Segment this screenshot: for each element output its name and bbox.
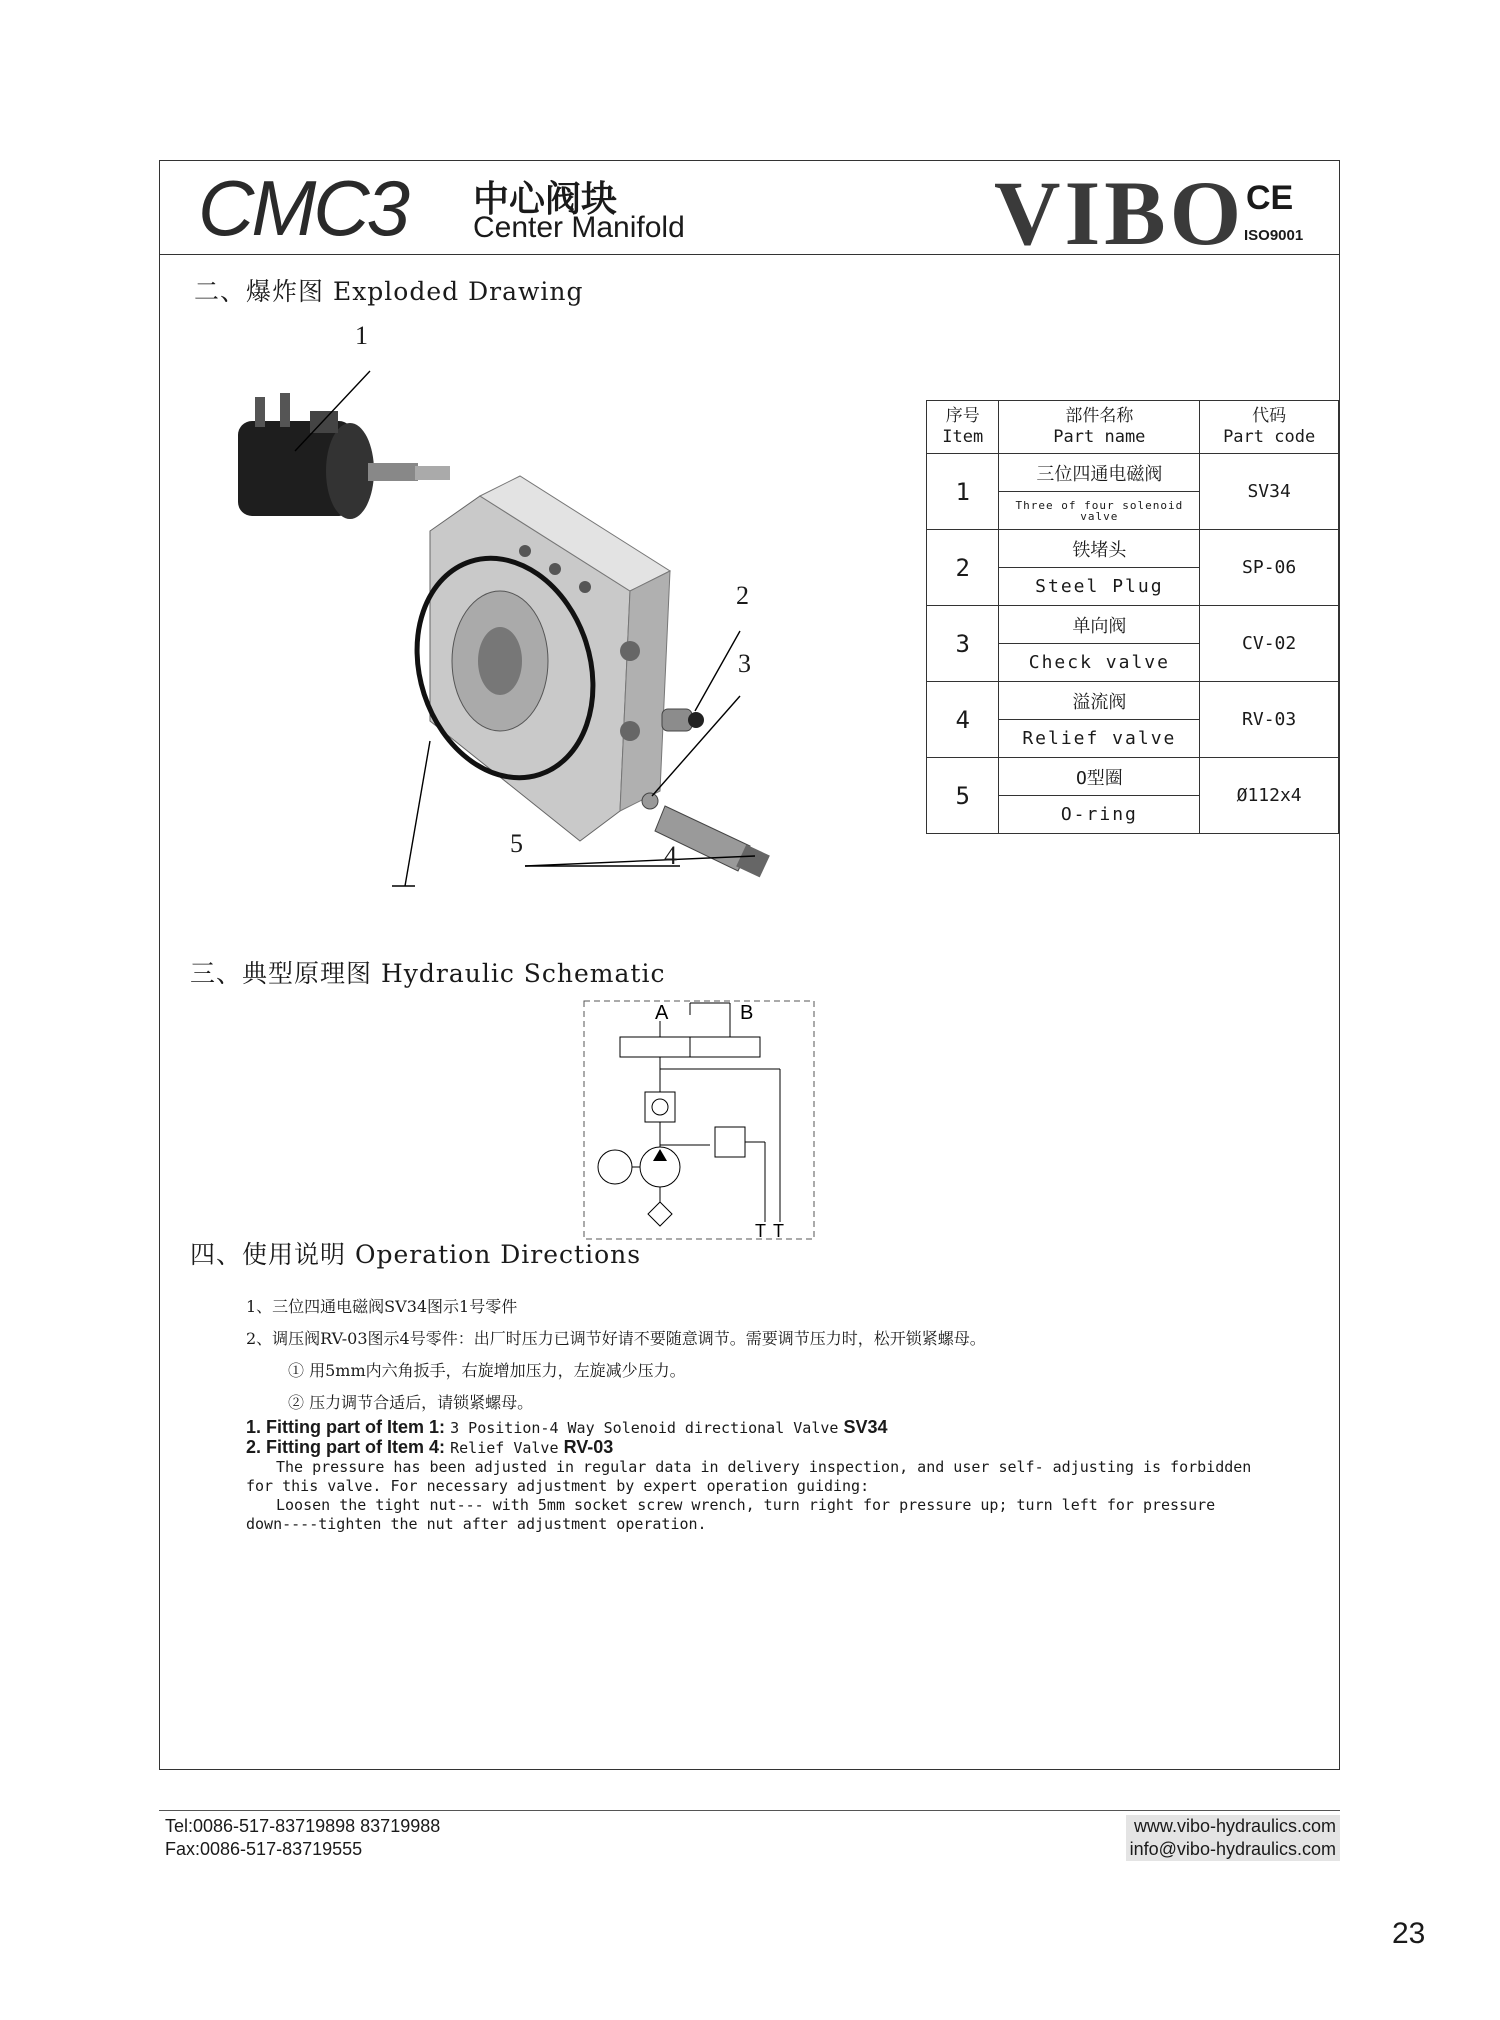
section-schematic-title: 三、典型原理图 Hydraulic Schematic	[190, 959, 666, 988]
page-number: 23	[1392, 1917, 1426, 1950]
table-row	[927, 454, 1339, 492]
motor-symbol	[598, 1150, 632, 1184]
op-line-3: ① 用5mm内六角扳手，右旋增加压力，左旋减少压力。	[288, 1361, 686, 1380]
parts-table	[926, 400, 1339, 834]
parts-table-header	[927, 401, 1339, 454]
footer-web	[1126, 1815, 1340, 1861]
manifold-block-illustration	[430, 476, 670, 841]
table-row	[927, 758, 1339, 796]
callout-1: 1	[355, 321, 368, 350]
op-en-item-2: 2. Fitting part of Item 4: Relief Valve RV-03	[246, 1437, 614, 1457]
hydraulic-schematic	[580, 997, 820, 1247]
tank-label-2: T	[773, 1221, 784, 1241]
op-line-4: ② 压力调节合适后，请锁紧螺母。	[288, 1393, 534, 1412]
relief-valve-symbol	[715, 1127, 745, 1157]
part-name-cn: 铁堵头	[999, 530, 1200, 568]
footer-divider	[159, 1810, 1340, 1811]
item-number: 2	[927, 530, 999, 606]
header-part-name: 部件名称 Part name	[999, 401, 1200, 454]
part-code: SV34	[1200, 454, 1339, 530]
filter-symbol	[648, 1202, 672, 1226]
section-exploded-title: 二、爆炸图 Exploded Drawing	[194, 277, 584, 306]
port-a-label: A	[655, 1002, 669, 1024]
item-number: 1	[927, 454, 999, 530]
footer-website-link[interactable]: www.vibo-hydraulics.com	[1126, 1815, 1340, 1838]
port-b-label: B	[740, 1002, 754, 1024]
solenoid-coil-illustration	[238, 393, 450, 519]
callout-2: 2	[736, 581, 749, 610]
footer-tel: Tel:0086-517-83719898 83719988	[165, 1816, 441, 1836]
brand-logo: VIBO	[994, 162, 1246, 264]
footer-contact	[165, 1815, 440, 1861]
op-en-para-1: The pressure has been adjusted in regular data in delivery inspection, and user self- adjusting is forbidden for this valve. For necessary adjustment by expert operation guiding:	[246, 1458, 1252, 1495]
iso-mark: ISO9001	[1244, 227, 1304, 244]
part-name-cn: 三位四通电磁阀	[999, 454, 1200, 492]
item-number: 5	[927, 758, 999, 834]
model-code: CMC3	[198, 164, 408, 252]
title-english: Center Manifold	[473, 211, 685, 244]
check-valve-symbol	[645, 1092, 675, 1122]
part-code: SP-06	[1200, 530, 1339, 606]
header-part-code: 代码 Part code	[1200, 401, 1339, 454]
op-line-2: 2、调压阀RV-03图示4号零件：出厂时压力已调节好请不要随意调节。需要调节压力时，松开锁紧螺母。	[246, 1329, 986, 1348]
op-en-para-2: Loosen the tight nut--- with 5mm socket screw wrench, turn right for pressure up; turn left for pressure down----tighten the nut after adjustment operation.	[246, 1496, 1216, 1533]
callout-3: 3	[738, 649, 751, 678]
steel-plug-illustration	[662, 709, 704, 731]
op-line-1: 1、三位四通电磁阀SV34图示1号零件	[246, 1297, 518, 1316]
part-name-cn: 溢流阀	[999, 682, 1200, 720]
ce-mark: CE	[1246, 179, 1294, 217]
footer-email-link[interactable]: info@vibo-hydraulics.com	[1126, 1838, 1340, 1861]
page-frame	[159, 160, 1340, 1770]
part-name-en: Three of four solenoid valve	[999, 492, 1200, 530]
check-valve-illustration	[642, 793, 658, 809]
part-name-en: Relief valve	[999, 720, 1200, 758]
operation-directions-cn	[246, 1291, 986, 1419]
callout-4: 4	[664, 841, 677, 870]
title-chinese: 中心阀块	[473, 179, 618, 220]
operation-directions-en	[246, 1418, 1266, 1534]
part-name-en: O-ring	[999, 796, 1200, 834]
part-name-en: Check valve	[999, 644, 1200, 682]
callout-5: 5	[510, 829, 523, 858]
footer-fax: Fax:0086-517-83719555	[165, 1839, 363, 1859]
table-row	[927, 682, 1339, 720]
part-code: Ø112x4	[1200, 758, 1339, 834]
item-number: 3	[927, 606, 999, 682]
section-operation-title: 四、使用说明 Operation Directions	[190, 1240, 642, 1269]
part-code: RV-03	[1200, 682, 1339, 758]
item-number: 4	[927, 682, 999, 758]
part-code: CV-02	[1200, 606, 1339, 682]
part-name-cn: O型圈	[999, 758, 1200, 796]
part-name-cn: 单向阀	[999, 606, 1200, 644]
tank-label-1: T	[755, 1221, 766, 1241]
header-item: 序号 Item	[927, 401, 999, 454]
table-row	[927, 606, 1339, 644]
part-name-en: Steel Plug	[999, 568, 1200, 606]
table-row	[927, 530, 1339, 568]
op-en-item-1: 1. Fitting part of Item 1: 3 Position-4 Way Solenoid directional Valve SV34	[246, 1417, 888, 1437]
